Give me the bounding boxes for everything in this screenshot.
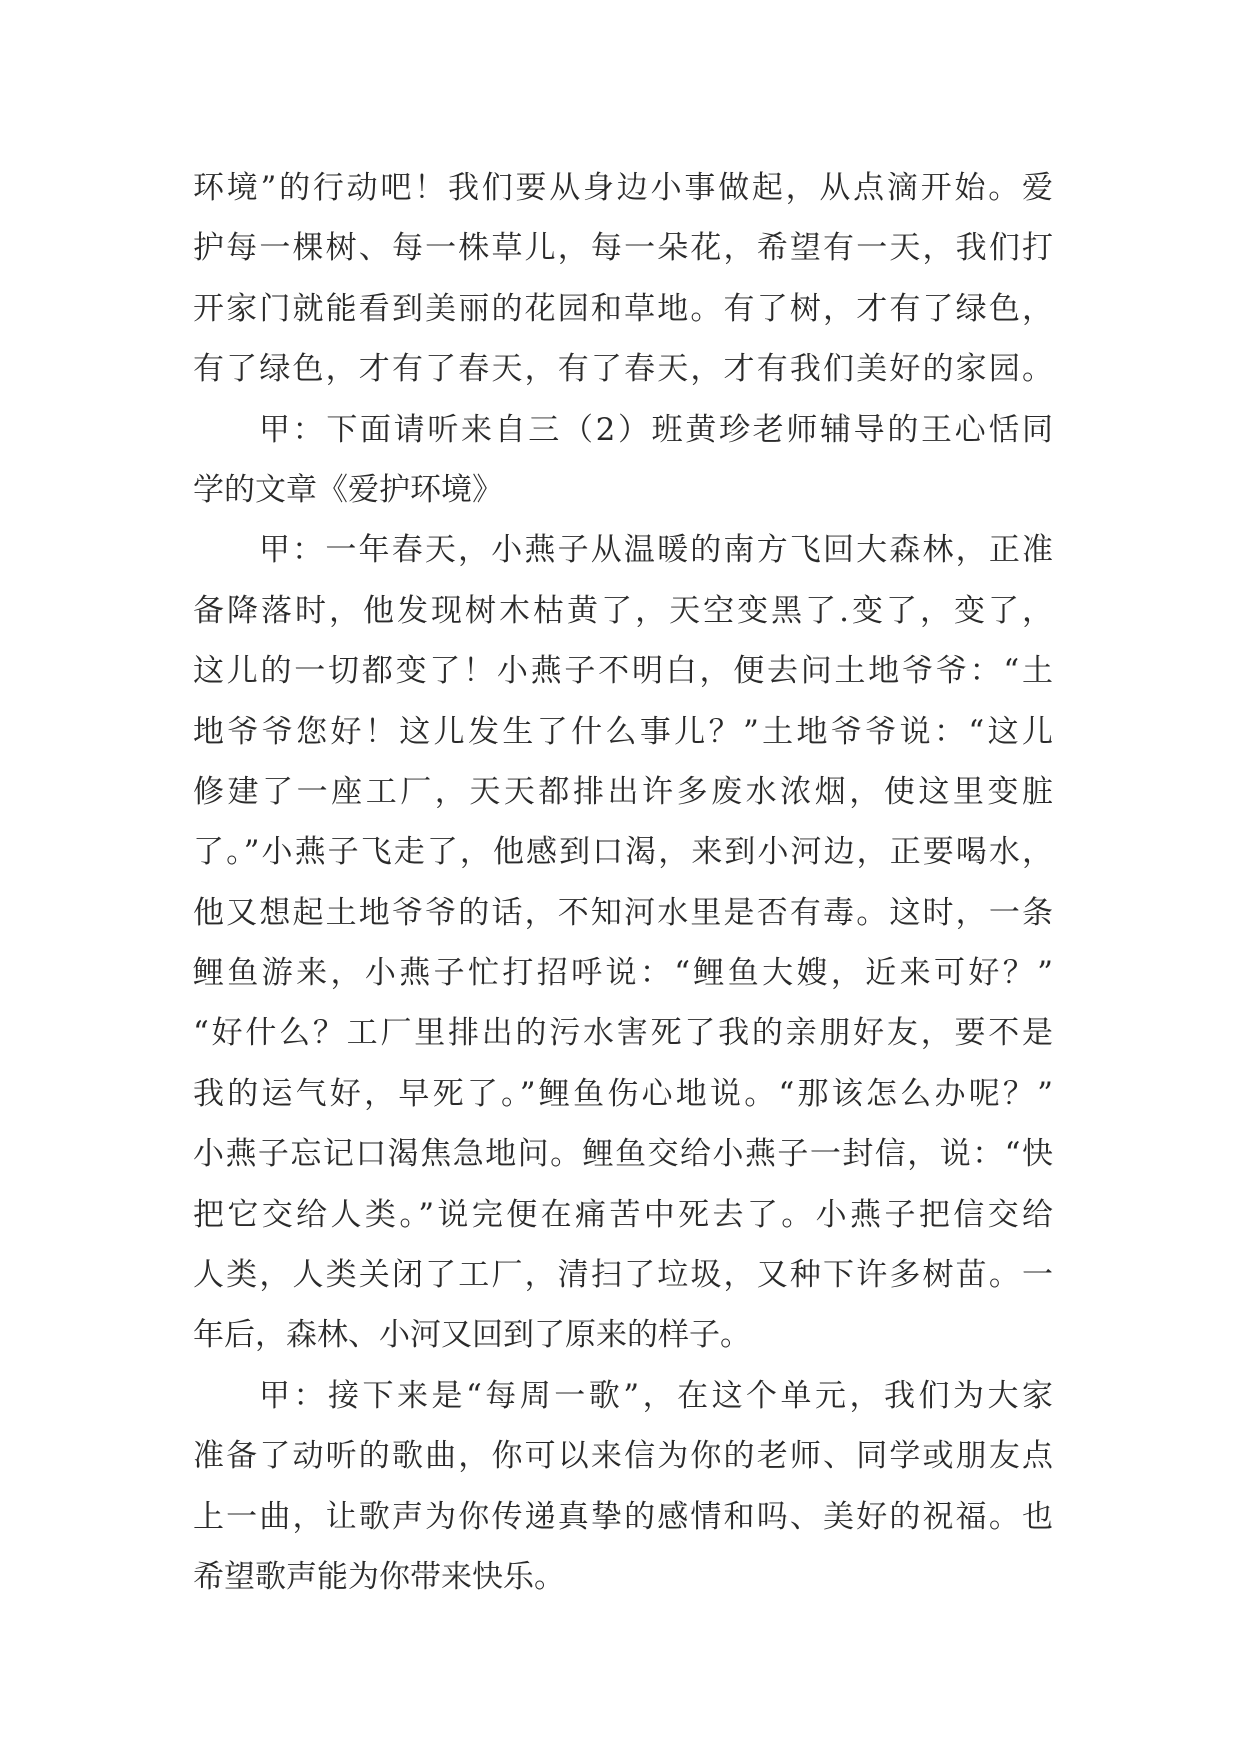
text-line: 有了绿色，才有了春天，有了春天，才有我们美好的家园。 bbox=[193, 351, 1053, 388]
text-line: 学的文章《爱护环境》 bbox=[193, 471, 503, 508]
text-line: 地爷爷您好！这儿发生了什么事儿？”土地爷爷说：“这儿 bbox=[193, 713, 1053, 750]
text-line: 备降落时，他发现树木枯黄了，天空变黑了.变了，变了， bbox=[193, 592, 1053, 629]
text-line: 我的运气好，早死了。”鲤鱼伤心地说。“那该怎么办呢？” bbox=[193, 1075, 1053, 1112]
text-line: 这儿的一切都变了！小燕子不明白，便去问土地爷爷：“土 bbox=[193, 653, 1053, 690]
text-line: 开家门就能看到美丽的花园和草地。有了树，才有了绿色， bbox=[193, 290, 1053, 327]
text-line: 人类，人类关闭了工厂，清扫了垃圾，又种下许多树苗。一 bbox=[193, 1257, 1053, 1294]
text-line: 年后，森林、小河又回到了原来的样子。 bbox=[193, 1317, 751, 1354]
text-line: 鲤鱼游来，小燕子忙打招呼说：“鲤鱼大嫂，近来可好？” bbox=[193, 955, 1053, 992]
text-line: 了。”小燕子飞走了，他感到口渴，来到小河边，正要喝水， bbox=[193, 834, 1053, 871]
document-body bbox=[193, 158, 1053, 1607]
text-line: 准备了动听的歌曲，你可以来信为你的老师、同学或朋友点 bbox=[193, 1438, 1053, 1475]
text-line: 甲：一年春天，小燕子从温暖的南方飞回大森林，正准 bbox=[259, 532, 1053, 569]
text-line: “好什么？工厂里排出的污水害死了我的亲朋好友，要不是 bbox=[193, 1015, 1053, 1052]
text-line: 希望歌声能为你带来快乐。 bbox=[193, 1558, 565, 1595]
text-line: 他又想起土地爷爷的话，不知河水里是否有毒。这时，一条 bbox=[193, 894, 1053, 931]
text-line: 甲：接下来是“每周一歌”，在这个单元，我们为大家 bbox=[259, 1377, 1053, 1414]
text-line: 把它交给人类。”说完便在痛苦中死去了。小燕子把信交给 bbox=[193, 1196, 1053, 1233]
text-line: 甲：下面请听来自三（2）班黄珍老师辅导的王心恬同 bbox=[259, 411, 1053, 448]
text-line: 上一曲，让歌声为你传递真挚的感情和吗、美好的祝福。也 bbox=[193, 1498, 1053, 1535]
text-line: 护每一棵树、每一株草儿，每一朵花，希望有一天，我们打 bbox=[193, 230, 1053, 267]
text-line: 小燕子忘记口渴焦急地问。鲤鱼交给小燕子一封信，说：“快 bbox=[193, 1136, 1053, 1173]
text-line: 环境”的行动吧！我们要从身边小事做起，从点滴开始。爱 bbox=[193, 170, 1053, 206]
text-line: 修建了一座工厂，天天都排出许多废水浓烟，使这里变脏 bbox=[193, 773, 1053, 810]
